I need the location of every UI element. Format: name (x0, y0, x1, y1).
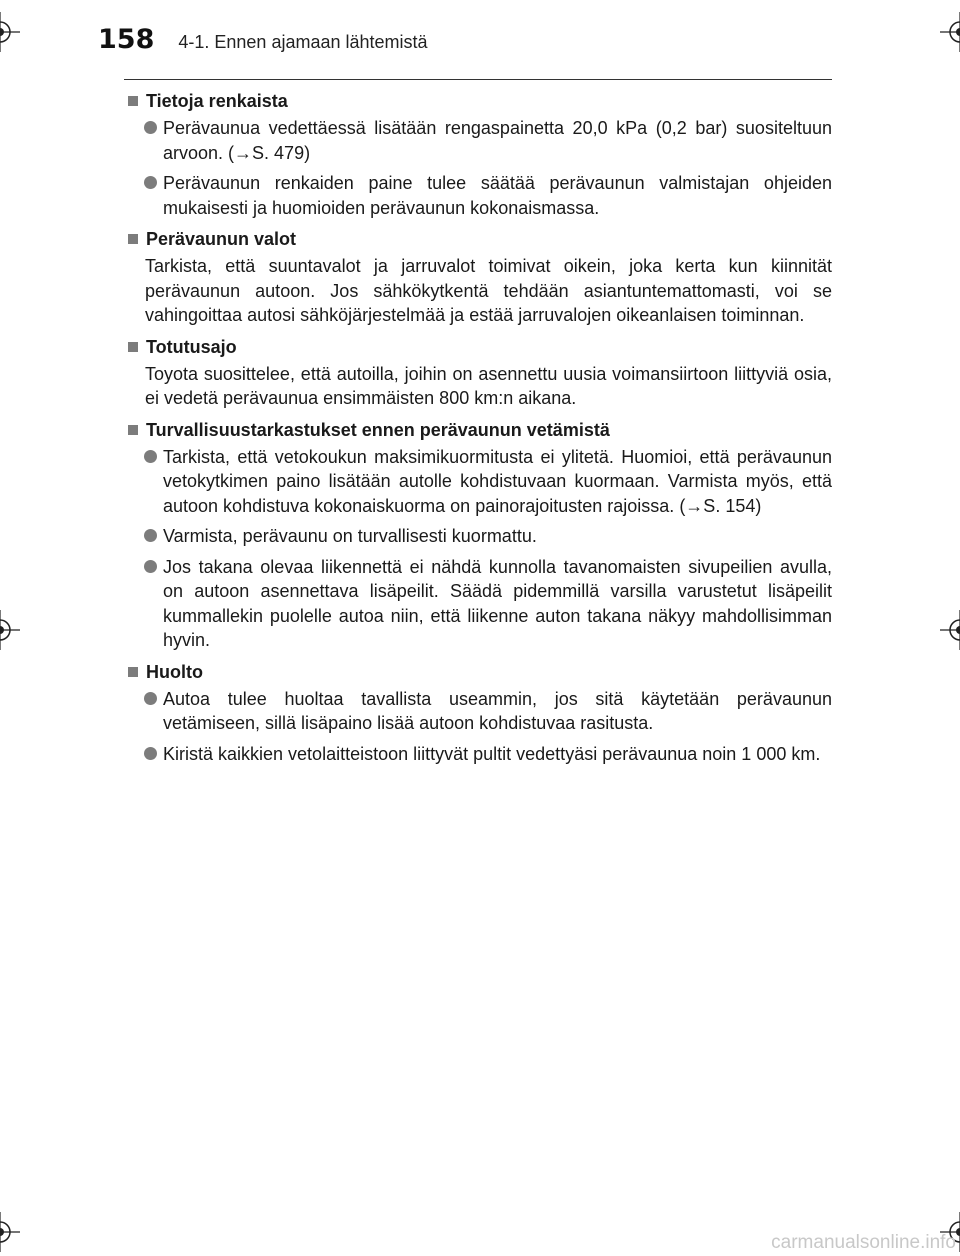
list-item: Perävaunun renkaiden paine tulee säätää perävaunun valmistajan ohjeiden mukaisesti ja huomioiden perävaunun kokonaismassa. (124, 171, 832, 220)
page-header (98, 24, 428, 58)
section-break-in (124, 334, 832, 411)
circle-bullet-icon (144, 747, 157, 760)
list-item: Perävaunua vedettäessä lisätään rengaspainetta 20,0 kPa (0,2 bar) suositeltuun arvoon. (→S. 479) (124, 116, 832, 165)
section-trailer-lights (124, 226, 832, 328)
circle-bullet-icon (144, 450, 157, 463)
registration-mark-icon (0, 610, 20, 650)
section-paragraph: Tarkista, että suuntavalot ja jarruvalot toimivat oikein, joka kerta kun kiinnität perävaunun autoon. Jos sähkökytkentä tehdään asiantuntemattomasti, voi se vahingoittaa autosi sähköjärjestelmää ja estää jarruvalojen oikeanlaisen toiminnan. (145, 256, 832, 325)
circle-bullet-icon (144, 121, 157, 134)
bullet-list (124, 445, 832, 653)
heading-text: Huolto (146, 661, 203, 682)
registration-mark-icon (940, 610, 960, 650)
footer-watermark: carmanualsonline.info (771, 1232, 956, 1253)
list-item: Tarkista, että vetokoukun maksimikuormitusta ei ylitetä. Huomioi, että perävaunun vetokytkimen paino lisätään autolle kohdistuvaan kuormaan. Varmista myös, että autoon kohdistuva kokonaiskuorma on painorajoitusten rajoissa. (→S. 154) (124, 445, 832, 519)
section-heading (124, 226, 832, 252)
section-heading (124, 334, 832, 360)
section-heading (124, 88, 832, 114)
page-content (124, 88, 832, 772)
list-item: Varmista, perävaunu on turvallisesti kuormattu. (124, 524, 832, 549)
section-maintenance (124, 659, 832, 767)
circle-bullet-icon (144, 176, 157, 189)
square-bullet-icon (128, 425, 138, 435)
heading-text: Perävaunun valot (146, 229, 297, 249)
square-bullet-icon (128, 342, 138, 352)
list-item: Jos takana olevaa liikennettä ei nähdä kunnolla tavanomaisten sivupeilien avulla, on autoon asennettava lisäpeilit. Säädä pidemmillä varsilla varustetut lisäpeilit kummallekin puolelle autoa niin, että liikenne auton takana näkyy mahdollisimman hyvin. (124, 555, 832, 653)
section-title: 4-1. Ennen ajamaan lähtemistä (178, 32, 428, 52)
circle-bullet-icon (144, 560, 157, 573)
section-paragraph: Toyota suosittelee, että autoilla, joihin on asennettu uusia voimansiirtoon liittyviä osia, ei vedetä perävaunua ensimmäisten 800 km:n aikana. (145, 363, 832, 408)
list-item: Autoa tulee huoltaa tavallista useammin, jos sitä käytetään perävaunun vetämiseen, sillä lisäpaino lisää autoon kohdistuvaa rasitusta. (124, 687, 832, 736)
heading-text: Tietoja renkaista (146, 91, 288, 111)
section-safety-checks (124, 417, 832, 653)
bullet-list (124, 687, 832, 767)
list-item: Kiristä kaikkien vetolaitteistoon liittyvät pultit vedettyäsi perävaunua noin 1 000 km. (124, 742, 832, 767)
circle-bullet-icon (144, 529, 157, 542)
section-heading (124, 659, 832, 685)
registration-mark-icon (0, 1212, 20, 1252)
heading-text: Totutusajo (146, 336, 237, 357)
page-number: 158 (98, 24, 155, 55)
section-tire-info (124, 88, 832, 220)
square-bullet-icon (128, 234, 138, 244)
square-bullet-icon (128, 667, 138, 677)
registration-mark-icon (0, 12, 20, 52)
heading-text: Turvallisuustarkastukset ennen perävaunun vetämistä (146, 419, 610, 440)
square-bullet-icon (128, 96, 138, 106)
circle-bullet-icon (144, 692, 157, 705)
section-heading (124, 417, 832, 443)
header-divider (124, 79, 832, 80)
bullet-list (124, 116, 832, 220)
registration-mark-icon (940, 12, 960, 52)
